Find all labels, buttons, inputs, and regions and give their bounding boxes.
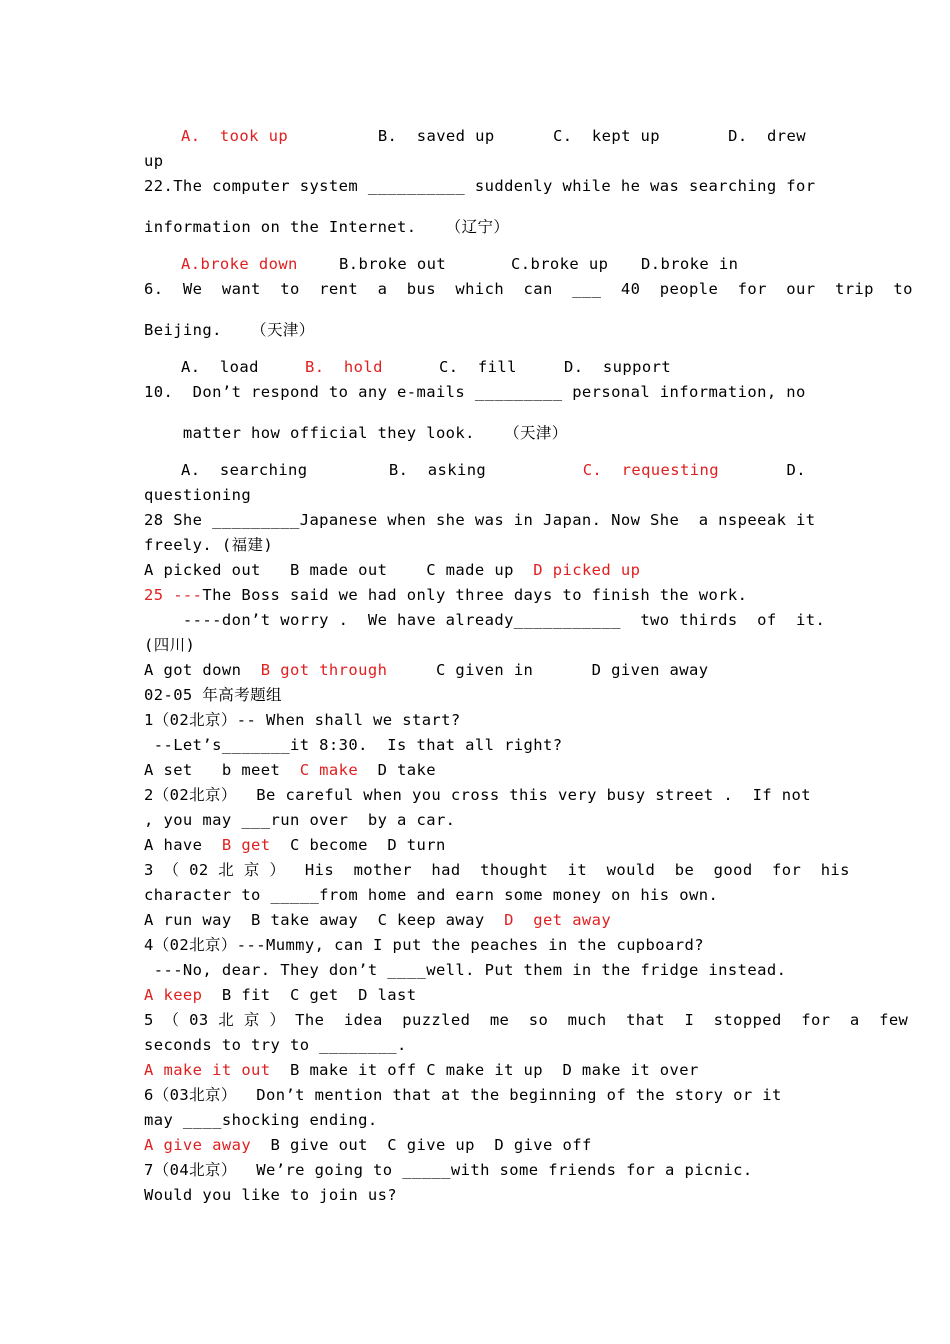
option-a: A. searching: [181, 461, 308, 479]
q4-stem: 4（02北京）---Mummy, can I put the peaches in the cupboard?: [144, 936, 704, 954]
question-6-stem: 6. We want to rent a bus which can ___ 40 people for our trip to: [144, 280, 913, 298]
question-22-options: [144, 252, 806, 277]
question-28-stem-continued: freely. (福建): [144, 536, 274, 554]
section-heading: 02-05 年高考题组: [144, 686, 282, 704]
option-d: D. drew: [728, 127, 806, 145]
q5-stem: 5 （ 03 北 京 ） The idea puzzled me so much that I stopped for a few: [144, 1011, 909, 1029]
question-25-source: (四川): [144, 636, 196, 654]
q6-stem: 6（03北京） Don’t mention that at the beginning of the story or it: [144, 1086, 782, 1104]
q4-reply: ---No, dear. They don’t ____well. Put them in the fridge instead.: [144, 961, 787, 979]
option-c: C. kept up: [552, 127, 661, 145]
question-10-stem: 10. Don’t respond to any e-mails _________ personal information, no: [144, 383, 806, 401]
question-25-options: A got down B got through C given in D given away: [144, 661, 709, 679]
q2-options: A have B get C become D turn: [144, 836, 446, 854]
option-b-answer: B. hold: [305, 358, 383, 376]
option-c: C. fill: [439, 358, 517, 376]
q3-stem-continued: character to _____from home and earn some money on his own.: [144, 886, 719, 904]
question-28-stem: 28 She _________Japanese when she was in Japan. Now She a nspeeak it: [144, 511, 816, 529]
option-c: C.broke up: [511, 255, 609, 273]
q1-stem: 1（02北京）-- When shall we start?: [144, 711, 461, 729]
answer-text: A keep: [144, 986, 203, 1004]
option-b: B.broke out: [339, 255, 447, 273]
document-page: [144, 124, 913, 1208]
option-d: D. support: [564, 358, 672, 376]
question-22-stem-continued: information on the Internet. （辽宁）: [144, 218, 510, 236]
question-28-options: A picked out B made out C made up D picked up: [144, 561, 641, 579]
answer-text: B got through: [260, 661, 388, 679]
q6-options: A give away B give out C give up D give off: [144, 1136, 592, 1154]
q1-reply: --Let’s_______it 8:30. Is that all right?: [144, 736, 563, 754]
option-d: D.: [786, 461, 806, 479]
question-6-options: [144, 355, 806, 380]
q1-options: A set b meet C make D take: [144, 761, 436, 779]
option-d: D.broke in: [641, 255, 739, 273]
q6-stem-continued: may ____shocking ending.: [144, 1111, 378, 1129]
answer-text: C make: [299, 761, 359, 779]
answer-text: D get away: [504, 911, 612, 929]
question-25-stem: 25 ---The Boss said we had only three days to finish the work.: [144, 586, 748, 604]
option-a: A. load: [181, 358, 259, 376]
question-25-reply: ----don’t worry . We have already___________ two thirds of it.: [144, 611, 826, 629]
question-6-stem-continued: Beijing. （天津）: [144, 321, 315, 339]
q7-stem: 7（04北京） We’re going to _____with some friends for a picnic.: [144, 1161, 753, 1179]
answer-text: A make it out: [144, 1061, 271, 1079]
question-10-stem-continued: matter how official they look. （天津）: [144, 424, 568, 442]
q5-stem-continued: seconds to try to ________.: [144, 1036, 407, 1054]
answer-text: B get: [221, 836, 271, 854]
q3-stem: 3 （ 02 北 京 ） His mother had thought it would be good for his: [144, 861, 850, 879]
q4-options: A keep B fit C get D last: [144, 986, 417, 1004]
question-22-stem: 22.The computer system __________ suddenly while he was searching for: [144, 177, 816, 195]
option-d-continued: questioning: [144, 486, 252, 504]
q2-stem-continued: , you may ___run over by a car.: [144, 811, 456, 829]
answer-text: A give away: [144, 1136, 252, 1154]
q5-options: A make it out B make it off C make it up D make it over: [144, 1061, 699, 1079]
q2-stem: 2（02北京） Be careful when you cross this very busy street . If not: [144, 786, 811, 804]
option-d-continued: up: [144, 152, 164, 170]
question-10-options: [144, 458, 806, 483]
question-number: 25 ---: [144, 586, 203, 604]
option-a-answer: A. took up: [181, 127, 289, 145]
answer-text: D picked up: [533, 561, 641, 579]
option-b: B. asking: [388, 461, 487, 479]
q3-options: A run way B take away C keep away D get away: [144, 911, 612, 929]
question-21-options: [144, 124, 806, 149]
option-a-answer: A.broke down: [181, 255, 298, 273]
option-b: B. saved up: [377, 127, 495, 145]
option-c-answer: C. requesting: [582, 461, 719, 479]
q7-stem-continued: Would you like to join us?: [144, 1186, 398, 1204]
